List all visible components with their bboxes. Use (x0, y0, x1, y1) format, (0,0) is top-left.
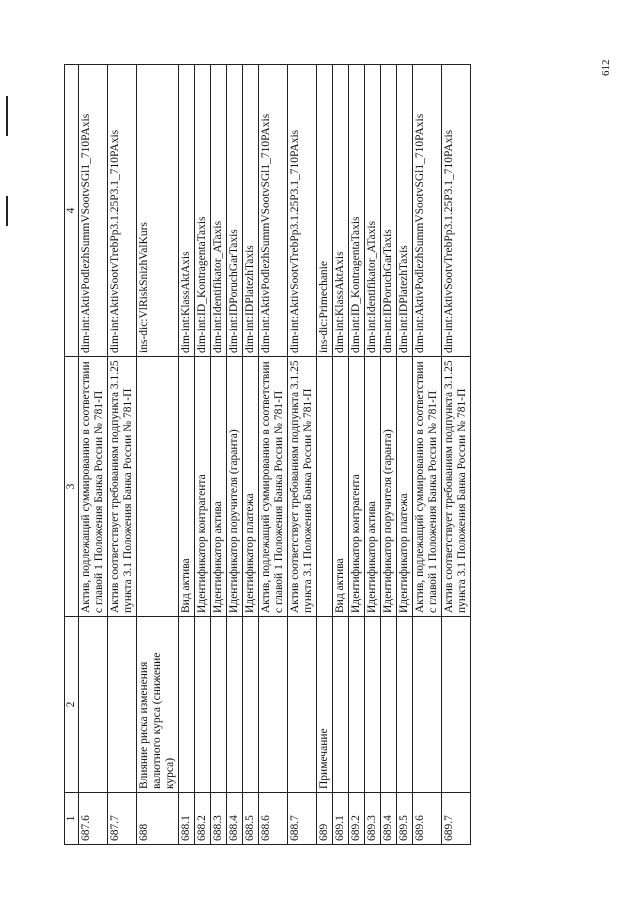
row-description: Идентификатор поручителя (гаранта) (381, 357, 397, 617)
table-row (195, 65, 211, 845)
row-code: dim-int:Identifikator_ATaxis (365, 65, 381, 357)
table-row (79, 65, 108, 845)
row-code: dim-int:AktivSootvTrebPp3.1.25P3.1_710PAxis (442, 65, 471, 357)
row-description: Идентификатор актива (365, 357, 381, 617)
row-number: 689.1 (333, 793, 349, 845)
row-name: Влияние риска изменения валютного курса (снижение курса) (137, 617, 179, 793)
row-name (227, 617, 243, 793)
row-code: dim-int:KlassAktAxis (333, 65, 349, 357)
row-code: dim-int:IDPoruchGarTaxis (381, 65, 397, 357)
row-name (442, 617, 471, 793)
row-description: Актив соответствует требованиям подпункта 3.1.25 пункта 3.1 Положения Банка России № 781-П (108, 357, 137, 617)
row-name (195, 617, 211, 793)
row-number: 688.6 (259, 793, 288, 845)
table-row (349, 65, 365, 845)
row-number: 689.6 (413, 793, 442, 845)
row-number: 688.7 (288, 793, 317, 845)
row-description: Актив, подлежащий суммированию в соответствии с главой 1 Положения Банка России № 781-П (259, 357, 288, 617)
row-name (288, 617, 317, 793)
row-description: Идентификатор актива (211, 357, 227, 617)
row-name (333, 617, 349, 793)
row-number: 687.6 (79, 793, 108, 845)
row-number: 689.3 (365, 793, 381, 845)
table-row (333, 65, 349, 845)
table-row (179, 65, 195, 845)
row-code: dim-int:KlassAktAxis (179, 65, 195, 357)
table-row (442, 65, 471, 845)
row-name (179, 617, 195, 793)
row-name (381, 617, 397, 793)
table-row (365, 65, 381, 845)
row-description: Актив, подлежащий суммированию в соответствии с главой 1 Положения Банка России № 781-П (413, 357, 442, 617)
row-code: ins-dic:Primechanie (317, 65, 333, 357)
row-description: Актив соответствует требованиям подпункта 3.1.25 пункта 3.1 Положения Банка России № 781-П (442, 357, 471, 617)
row-name (413, 617, 442, 793)
row-code: dim-int:IDPoruchGarTaxis (227, 65, 243, 357)
row-name: Примечание (317, 617, 333, 793)
page-number: 612 (600, 59, 612, 76)
row-description: Идентификатор контрагента (195, 357, 211, 617)
row-name (397, 617, 413, 793)
rotated-table-container (64, 65, 570, 845)
row-description: Актив соответствует требованиям подпункта 3.1.25 пункта 3.1 Положения Банка России № 781-П (288, 357, 317, 617)
header-col-1: 1 (65, 793, 79, 845)
table-body (79, 65, 471, 845)
row-code: dim-int:AktivSootvTrebPp3.1.25P3.1_710PAxis (108, 65, 137, 357)
row-name (365, 617, 381, 793)
row-number: 688.4 (227, 793, 243, 845)
row-name (243, 617, 259, 793)
table-row (259, 65, 288, 845)
table-row (108, 65, 137, 845)
row-name (259, 617, 288, 793)
row-number: 689.5 (397, 793, 413, 845)
header-col-4: 4 (65, 65, 79, 357)
row-code: dim-int:IDPlatezhTaxis (397, 65, 413, 357)
row-description: Вид актива (179, 357, 195, 617)
row-number: 689.2 (349, 793, 365, 845)
row-description (317, 357, 333, 617)
table-row (137, 65, 179, 845)
row-name (349, 617, 365, 793)
row-description: Идентификатор платежа (243, 357, 259, 617)
row-number: 689 (317, 793, 333, 845)
row-number: 689.7 (442, 793, 471, 845)
row-name (211, 617, 227, 793)
table-row (413, 65, 442, 845)
row-description: Идентификатор поручителя (гаранта) (227, 357, 243, 617)
row-code: dim-int:AktivPodlezhSummVSootvSGl1_710PAxis (259, 65, 288, 357)
row-code: dim-int:ID_KontragentaTaxis (349, 65, 365, 357)
table-row (288, 65, 317, 845)
header-col-2: 2 (65, 617, 79, 793)
row-number: 688 (137, 793, 179, 845)
row-number: 688.3 (211, 793, 227, 845)
row-description (137, 357, 179, 617)
row-number: 687.7 (108, 793, 137, 845)
row-code: dim-int:ID_KontragentaTaxis (195, 65, 211, 357)
row-description: Идентификатор контрагента (349, 357, 365, 617)
row-number: 689.4 (381, 793, 397, 845)
table-row (397, 65, 413, 845)
row-number: 688.5 (243, 793, 259, 845)
row-name (108, 617, 137, 793)
table-row (317, 65, 333, 845)
table-row (243, 65, 259, 845)
row-number: 688.1 (179, 793, 195, 845)
table-header-row (65, 65, 79, 845)
row-code: dim-int:IDPlatezhTaxis (243, 65, 259, 357)
row-description: Идентификатор платежа (397, 357, 413, 617)
data-table (64, 64, 471, 845)
scan-edge-mark-bottom (6, 196, 8, 226)
row-code: dim-int:Identifikator_ATaxis (211, 65, 227, 357)
table-row (227, 65, 243, 845)
row-description: Вид актива (333, 357, 349, 617)
row-code: dim-int:AktivPodlezhSummVSootvSGl1_710PAxis (79, 65, 108, 357)
row-number: 688.2 (195, 793, 211, 845)
header-col-3: 3 (65, 357, 79, 617)
scan-edge-mark-top (6, 96, 8, 136)
row-code: dim-int:AktivPodlezhSummVSootvSGl1_710PAxis (413, 65, 442, 357)
row-code: ins-dic:VlRiskSnizhValKurs (137, 65, 179, 357)
row-name (79, 617, 108, 793)
row-description: Актив, подлежащий суммированию в соответствии с главой 1 Положения Банка России № 781-П (79, 357, 108, 617)
row-code: dim-int:AktivSootvTrebPp3.1.25P3.1_710PAxis (288, 65, 317, 357)
table-row (381, 65, 397, 845)
table-row (211, 65, 227, 845)
